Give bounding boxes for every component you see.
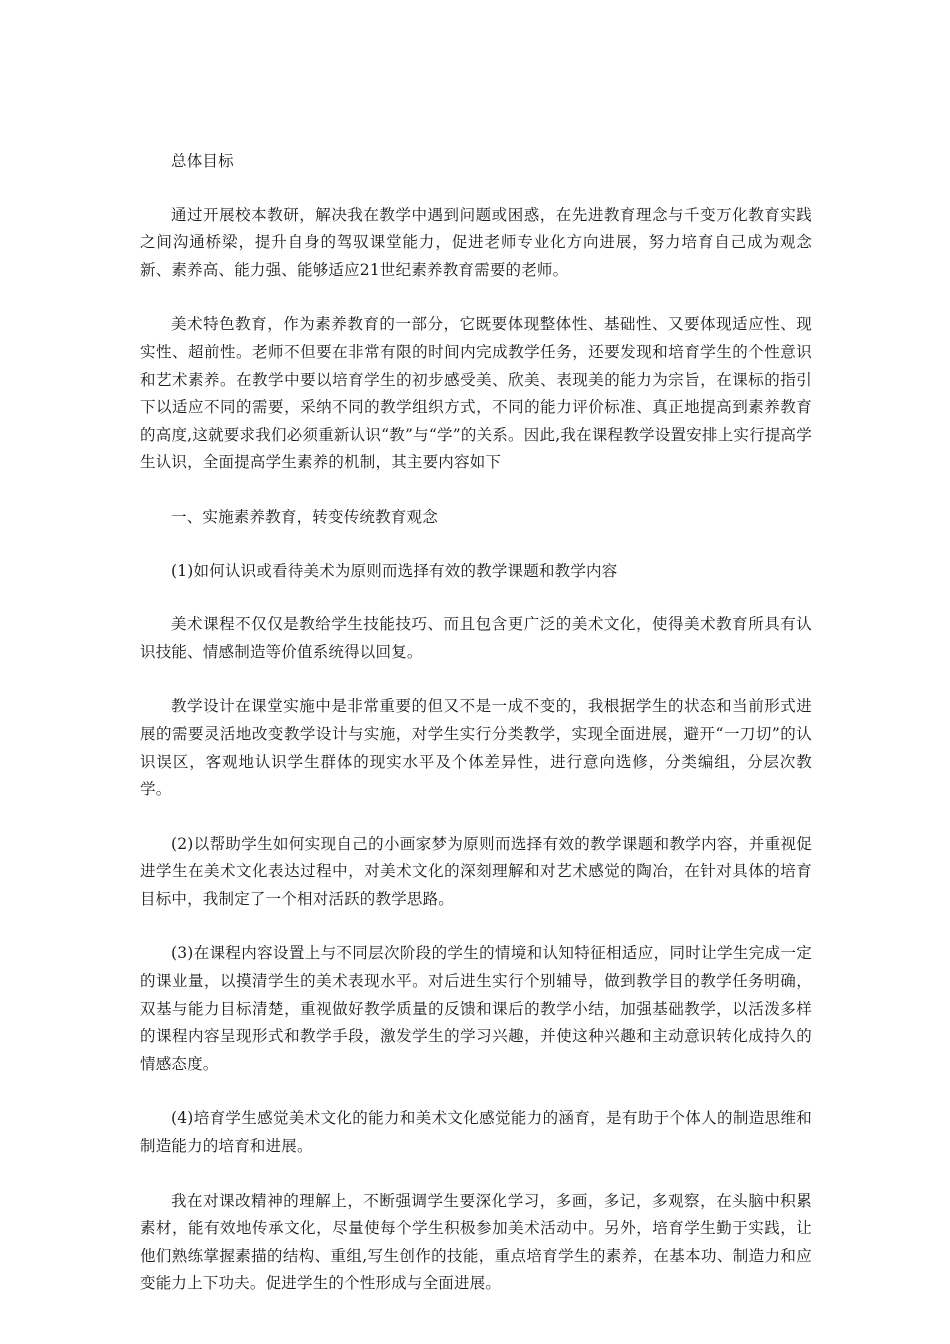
section-heading-1: 一、实施素养教育，转变传统教育观念 — [171, 507, 438, 526]
paragraph-art-education: 美术特色教育，作为素养教育的一部分，它既要体现整体性、基础性、又要体现适应性、现实性、超前性。老师不但要在非常有限的时间内完成教学任务，还要发现和培育学生的个性意识和艺术素养。在教学中要以培育学生的初步感受美、欣美、表现美的能力为宗旨，在课标的指引下以适应不同的需要，采纳不同的教学组织方式，不同的能力评价标准、真正地提高到素养教育的高度,这就要求我们必须重新认识“教”与“学”的关系。因此,我在课程教学设置安排上实行提高学生认识，全面提高学生素养的机制，其主要内容如下 — [140, 315, 812, 472]
paragraph-teaching-design: 教学设计在课堂实施中是非常重要的但又不是一成不变的，我根据学生的状态和当前形式进展的需要灵活地改变教学设计与实施，对学生实行分类教学，实现全面进展，避开“一刀切”的认识误区，客观地认识学生群体的现实水平及个体差异性，进行意向选修，分类编组，分层次教学。 — [140, 697, 812, 799]
list-item-3: (3)在课程内容设置上与不同层次阶段的学生的情境和认知特征相适应，同时让学生完成一定的课业量，以摸清学生的美术表现水平。对后进生实行个别辅导，做到教学目的教学任务明确，双基与能力目标清楚，重视做好教学质量的反馈和课后的教学小结，加强基础教学，以活泼多样的课程内容呈现形式和教学手段，激发学生的学习兴趣，并使这种兴趣和主动意识转化成持久的情感态度。 — [140, 944, 812, 1073]
section-title: 总体目标 — [171, 152, 234, 170]
document-page — [140, 148, 812, 1325]
list-item-1: (1)如何认识或看待美术为原则而选择有效的教学课题和教学内容 — [171, 561, 618, 580]
list-item-2: (2)以帮助学生如何实现自己的小画家梦为原则而选择有效的教学课题和教学内容，并重视促进学生在美术文化表达过程中，对美术文化的深刻理解和对艺术感觉的陶冶，在针对具体的培育目标中，我制定了一个相对活跃的教学思路。 — [140, 834, 812, 908]
list-item-4: (4)培育学生感觉美术文化的能力和美术文化感觉能力的涵育，是有助于个体人的制造思维和制造能力的培育和进展。 — [140, 1109, 812, 1156]
paragraph-overview: 通过开展校本教研，解决我在教学中遇到问题或困惑，在先进教育理念与千变万化教育实践之间沟通桥梁，提升自身的驾驭课堂能力，促进老师专业化方向进展，努力培育自己成为观念新、素养高、能力强、能够适应21世纪素养教育需要的老师。 — [140, 205, 812, 279]
paragraph-conclusion: 我在对课改精神的理解上，不断强调学生要深化学习，多画，多记，多观察，在头脑中积累素材，能有效地传承文化，尽量使每个学生积极参加美术活动中。另外，培育学生勤于实践，让他们熟练掌握素描的结构、重组,写生创作的技能，重点培育学生的素养，在基本功、制造力和应变能力上下功夫。促进学生的个性形成与全面进展。 — [140, 1191, 812, 1293]
paragraph-art-curriculum: 美术课程不仅仅是教给学生技能技巧、而且包含更广泛的美术文化，使得美术教育所具有认识技能、情感制造等价值系统得以回复。 — [140, 615, 812, 661]
